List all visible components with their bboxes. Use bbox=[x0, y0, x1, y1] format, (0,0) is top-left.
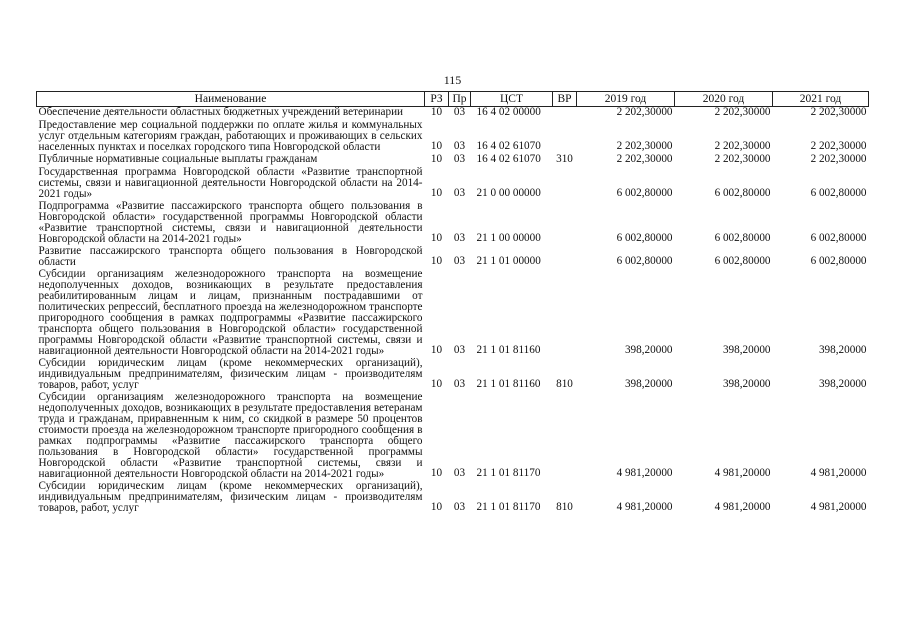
row-cst: 21 1 01 81160 bbox=[476, 378, 541, 390]
row-2020: 398,20000 bbox=[722, 378, 771, 390]
header-2020: 2020 год bbox=[675, 92, 773, 107]
row-vr bbox=[553, 107, 577, 121]
row-2020: 4 981,20000 bbox=[714, 467, 771, 479]
row-2021: 2 202,30000 bbox=[810, 153, 867, 165]
row-2019: 2 202,30000 bbox=[616, 106, 673, 118]
row-pr: 03 bbox=[453, 501, 466, 513]
row-2021: 398,20000 bbox=[818, 344, 867, 356]
row-2021: 2 202,30000 bbox=[810, 140, 867, 152]
header-vr: ВР bbox=[553, 92, 577, 107]
row-2021: 398,20000 bbox=[818, 378, 867, 390]
row-rz: 10 bbox=[430, 467, 443, 479]
row-2019: 6 002,80000 bbox=[616, 232, 673, 244]
row-2020: 6 002,80000 bbox=[714, 187, 771, 199]
row-name: Подпрограмма «Развитие пассажирского транспорта общего пользования в Новгородской области» государственной программы Новгородской области «Развитие транспортной системы, связи и навигационной деятельности Новгородской области на 2014-2021 годы» bbox=[38, 200, 423, 245]
row-vr: 810 bbox=[556, 378, 573, 390]
header-rz: РЗ bbox=[425, 92, 449, 107]
row-cst: 21 1 01 81160 bbox=[476, 344, 541, 356]
row-2020: 2 202,30000 bbox=[714, 106, 771, 118]
row-2020: 2 202,30000 bbox=[714, 153, 771, 165]
table-row bbox=[37, 246, 869, 269]
row-cst: 16 4 02 61070 bbox=[476, 153, 541, 165]
row-pr: 03 bbox=[453, 467, 466, 479]
row-2019: 4 981,20000 bbox=[616, 501, 673, 513]
header-cst: ЦСТ bbox=[471, 92, 553, 107]
page-number: 115 bbox=[443, 73, 462, 87]
row-pr: 03 bbox=[453, 255, 466, 267]
row-rz: 10 bbox=[430, 140, 443, 152]
row-name: Субсидии юридическим лицам (кроме некоммерческих организаций), индивидуальным предпринимателям, физическим лицам - производителям товаров, работ, услуг bbox=[38, 480, 423, 514]
row-vr: 310 bbox=[556, 153, 573, 165]
row-rz: 10 bbox=[430, 153, 443, 165]
row-vr bbox=[553, 120, 577, 154]
row-name: Развитие пассажирского транспорта общего пользования в Новгородской области bbox=[38, 245, 423, 268]
row-rz: 10 bbox=[430, 501, 443, 513]
row-name: Предоставление мер социальной поддержки по оплате жилья и коммунальных услуг отдельным категориям граждан, работающих и проживающих в сельских населенных пунктах и поселках городского типа Новгородской области bbox=[38, 119, 423, 153]
table-header bbox=[37, 92, 869, 107]
row-2020: 398,20000 bbox=[722, 344, 771, 356]
row-2019: 4 981,20000 bbox=[616, 467, 673, 479]
row-cst: 21 1 01 81170 bbox=[476, 501, 541, 513]
row-name: Субсидии организациям железнодорожного транспорта на возмещение недополученных доходов, возникающих в результате предоставления ветеранам труда и гражданам, приравненным к ним, со скидкой в размере 50 процентов стоимости проезда на железнодорожном транспорте пригородного сообщения в рамках подпрограммы «Развитие пассажирского транспорта общего пользования в Новгородской области» государственной программы Новгородской области «Развитие транспортной системы, связи и навигационной деятельности Новгородской области на 2014-2021 годы» bbox=[38, 391, 423, 480]
row-vr bbox=[553, 167, 577, 201]
row-rz: 10 bbox=[430, 106, 443, 118]
row-cst: 21 1 01 00000 bbox=[476, 255, 541, 267]
row-2019: 398,20000 bbox=[624, 344, 673, 356]
row-pr: 03 bbox=[453, 106, 466, 118]
row-cst: 21 1 00 00000 bbox=[476, 232, 541, 244]
row-pr: 03 bbox=[453, 378, 466, 390]
table-body bbox=[37, 107, 869, 516]
row-2019: 6 002,80000 bbox=[616, 255, 673, 267]
row-2019: 2 202,30000 bbox=[616, 153, 673, 165]
header-name: Наименование bbox=[37, 92, 425, 107]
row-2020: 4 981,20000 bbox=[714, 501, 771, 513]
row-cst: 21 1 01 81170 bbox=[476, 467, 541, 479]
row-pr: 03 bbox=[453, 187, 466, 199]
table-row bbox=[37, 269, 869, 358]
row-name: Государственная программа Новгородской области «Развитие транспортной системы, связи и навигационной деятельности Новгородской области на 2014-2021 годы» bbox=[38, 166, 423, 200]
row-2021: 6 002,80000 bbox=[810, 187, 867, 199]
row-2020: 6 002,80000 bbox=[714, 232, 771, 244]
row-pr: 03 bbox=[453, 232, 466, 244]
row-name: Обеспечение деятельности областных бюджетных учреждений ветеринарии bbox=[38, 106, 404, 118]
table-row bbox=[37, 120, 869, 154]
row-2020: 2 202,30000 bbox=[714, 140, 771, 152]
row-2021: 2 202,30000 bbox=[810, 106, 867, 118]
row-2019: 398,20000 bbox=[624, 378, 673, 390]
row-2021: 4 981,20000 bbox=[810, 501, 867, 513]
row-2019: 2 202,30000 bbox=[616, 140, 673, 152]
row-cst: 21 0 00 00000 bbox=[476, 187, 541, 199]
row-2021: 6 002,80000 bbox=[810, 255, 867, 267]
row-vr bbox=[553, 201, 577, 246]
row-vr bbox=[553, 269, 577, 358]
table-row bbox=[37, 167, 869, 201]
budget-table bbox=[36, 91, 869, 515]
row-rz: 10 bbox=[430, 255, 443, 267]
header-2021: 2021 год bbox=[773, 92, 869, 107]
row-rz: 10 bbox=[430, 187, 443, 199]
row-pr: 03 bbox=[453, 140, 466, 152]
table-row bbox=[37, 392, 869, 481]
row-2021: 4 981,20000 bbox=[810, 467, 867, 479]
row-vr: 810 bbox=[556, 501, 573, 513]
row-cst: 16 4 02 61070 bbox=[476, 140, 541, 152]
header-pr: Пр bbox=[449, 92, 471, 107]
row-rz: 10 bbox=[430, 232, 443, 244]
row-rz: 10 bbox=[430, 344, 443, 356]
row-name: Субсидии юридическим лицам (кроме некоммерческих организаций), индивидуальным предпринимателям, физическим лицам - производителям товаров, работ, услуг bbox=[38, 357, 423, 391]
header-2019: 2019 год bbox=[577, 92, 675, 107]
row-2020: 6 002,80000 bbox=[714, 255, 771, 267]
row-vr bbox=[553, 246, 577, 269]
table-row bbox=[37, 481, 869, 515]
table-row bbox=[37, 358, 869, 392]
row-pr: 03 bbox=[453, 344, 466, 356]
row-rz: 10 bbox=[430, 378, 443, 390]
row-cst: 16 4 02 00000 bbox=[476, 106, 541, 118]
row-name: Публичные нормативные социальные выплаты гражданам bbox=[38, 153, 318, 165]
row-vr bbox=[553, 392, 577, 481]
table-row bbox=[37, 107, 869, 121]
row-2021: 6 002,80000 bbox=[810, 232, 867, 244]
row-name: Субсидии организациям железнодорожного транспорта на возмещение недополученных доходов, возникающих в результате предоставления реабилитированным лицам и лицам, признанным пострадавшими от политических репрессий, бесплатного проезда на железнодорожном транспорте пригородного сообщения в рамках подпрограммы «Развитие пассажирского транспорта общего пользования в Новгородской области» государственной программы Новгородской области «Развитие транспортной системы, связи и навигационной деятельности Новгородской области на 2014-2021 годы» bbox=[38, 268, 423, 357]
table-row bbox=[37, 201, 869, 246]
row-2019: 6 002,80000 bbox=[616, 187, 673, 199]
row-pr: 03 bbox=[453, 153, 466, 165]
